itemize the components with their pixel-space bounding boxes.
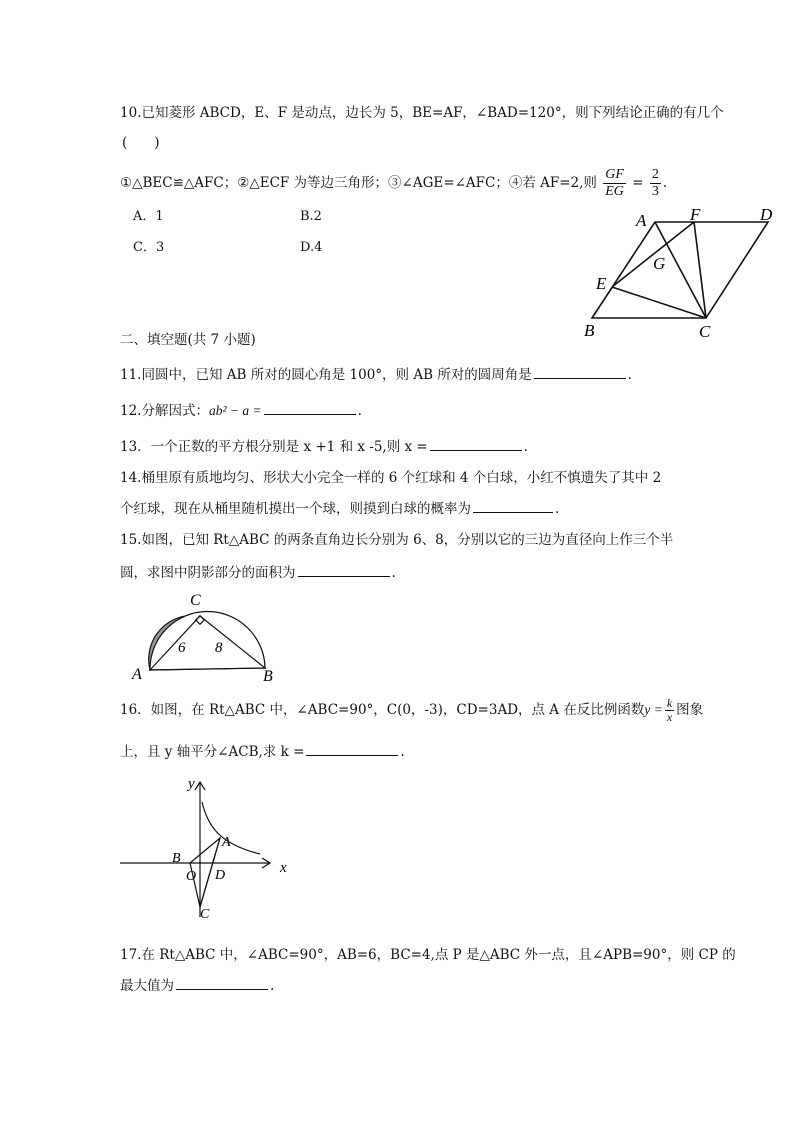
- q12-text: 12.分解因式：: [120, 403, 209, 419]
- label-six: 6: [178, 640, 186, 656]
- q17-answer-blank[interactable]: [176, 975, 268, 990]
- q14-line2: [120, 498, 559, 519]
- q14-answer-blank[interactable]: [473, 498, 553, 513]
- q16-suffix: 图象: [676, 702, 704, 718]
- q15-answer-blank[interactable]: [298, 562, 390, 577]
- q12: [120, 400, 362, 421]
- label-g: G: [653, 254, 666, 273]
- q16-end: .: [400, 744, 405, 760]
- q17-text: 最大值为: [120, 978, 174, 994]
- label-y: y: [188, 776, 195, 792]
- label-c: C: [699, 322, 711, 341]
- label-f: F: [690, 205, 701, 224]
- label-b: B: [263, 668, 273, 685]
- q16-answer-blank[interactable]: [306, 741, 398, 756]
- q17-end: .: [270, 978, 275, 994]
- q17-line1: 17.在 Rt△ABC 中，∠ABC=90°，AB=6，BC=4,点 P 是△ABC 外一点，且∠APB=90°，则 CP 的: [120, 947, 736, 963]
- rhombus-lines: [592, 222, 768, 318]
- q11-end: .: [627, 367, 633, 383]
- q13-text: 13．一个正数的平方根分别是 x +1 和 x -5,则 x =: [120, 439, 428, 455]
- q16-text2: 上，且 y 轴平分∠ACB,求 k =: [120, 744, 305, 760]
- q10-statements-text: ①△BEC≌△AFC；②△ECF 为等边三角形；③∠AGE=∠AFC；④若 AF=2,则: [120, 175, 597, 191]
- q16-func-lhs: y =: [644, 702, 663, 717]
- q10-ratio-den: EG: [605, 184, 624, 199]
- q10-option-b: B.2: [300, 209, 322, 224]
- q15-line1: 15.如图，已知 Rt△ABC 的两条直角边长分别为 6、8，分别以它的三边为直径向上作三个半: [120, 532, 674, 548]
- q10-paren: ( ): [122, 135, 160, 151]
- big-semicircle: [150, 612, 265, 670]
- q12-end: .: [357, 403, 362, 419]
- q10-value-fraction: [650, 167, 661, 200]
- label-a: A: [132, 666, 142, 683]
- q10-value-num: 2: [651, 167, 659, 182]
- q15-line2: [120, 562, 396, 583]
- q12-expr: ab² − a =: [208, 403, 262, 418]
- q15-text: 圆，求图中阴影部分的面积为: [120, 565, 296, 581]
- q10-end: .: [662, 175, 668, 191]
- q10-option-c: C．3: [133, 240, 165, 255]
- segment-fc: [694, 222, 706, 318]
- q14-text: 个红球，现在从桶里随机摸出一个球，则摸到白球的概率为: [120, 501, 471, 517]
- q10-ratio-fraction: [603, 167, 626, 200]
- q10-ratio-num: GF: [605, 167, 624, 182]
- q17-line2: [120, 975, 274, 996]
- q11-text: 11.同圆中，已知 AB 所对的圆心角是 100°，则 AB 所对的圆周角是: [120, 367, 532, 383]
- label-o: O: [186, 869, 197, 884]
- label-d: D: [760, 205, 773, 224]
- q15-semicircle-figure: [120, 588, 290, 684]
- q10-statements: [120, 163, 667, 203]
- q14-line1: 14.桶里原有质地均匀、形状大小完全一样的 6 个红球和 4 个白球，小红不慎遗失了其中 2: [120, 470, 662, 486]
- label-eight: 8: [215, 640, 223, 656]
- label-d: D: [215, 868, 226, 883]
- q11-answer-blank[interactable]: [534, 364, 626, 379]
- q13-answer-blank[interactable]: [430, 436, 522, 451]
- section-title: 二、填空题(共 7 小题): [120, 332, 256, 348]
- q16-coordinate-figure: [120, 772, 295, 922]
- q16-func-num: k: [666, 696, 673, 710]
- q16-text: 16．如图，在 Rt△ABC 中，∠ABC=90°，C(0，-3)，CD=3AD，点 A 在反比例函数: [120, 702, 645, 718]
- q16-func-den: x: [666, 710, 673, 724]
- label-x: x: [280, 860, 287, 876]
- q13-end: .: [523, 439, 529, 455]
- q14-end: .: [555, 501, 560, 517]
- label-b: B: [172, 851, 181, 866]
- q12-answer-blank[interactable]: [264, 400, 356, 415]
- label-a: A: [636, 211, 647, 230]
- q10-option-a: A．1: [133, 209, 164, 224]
- q10-equals: =: [632, 175, 644, 191]
- label-c: C: [190, 592, 201, 609]
- q11: [120, 364, 632, 385]
- label-b: B: [584, 321, 595, 340]
- q10-stem: 10.已知菱形 ABCD，E、F 是动点，边长为 5，BE=AF，∠BAD=120°，则下列结论正确的有几个: [120, 105, 724, 121]
- q15-end: .: [391, 565, 396, 581]
- q10-option-d: D.4: [300, 240, 323, 255]
- q16-line2: [120, 741, 405, 762]
- label-a: A: [222, 835, 231, 850]
- label-e: E: [596, 274, 607, 293]
- q16-func-fraction: [665, 697, 674, 724]
- q13: [120, 436, 528, 457]
- q16-line1: [120, 692, 703, 728]
- q10-value-den: 3: [651, 184, 659, 199]
- q10-rhombus-figure: [580, 200, 780, 345]
- label-c: C: [200, 907, 210, 922]
